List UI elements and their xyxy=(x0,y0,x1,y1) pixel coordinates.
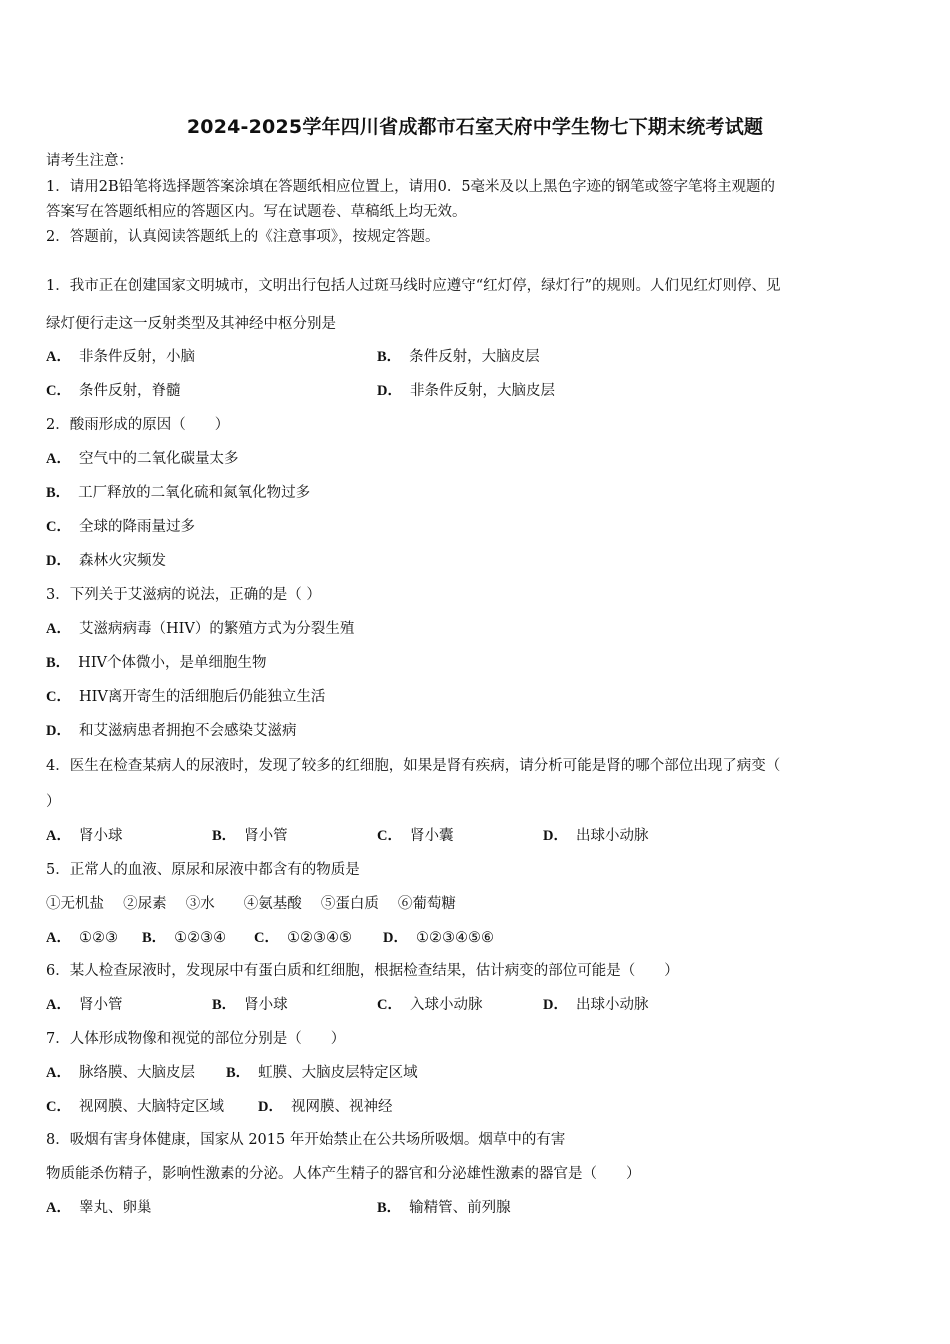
option-text: 出球小动脉 xyxy=(575,997,649,1013)
option-key: A． xyxy=(46,349,71,365)
option-text: 非条件反射，大脑皮层 xyxy=(409,383,555,399)
q7-option-d[interactable] xyxy=(258,1097,392,1117)
q1-option-a[interactable] xyxy=(46,347,195,367)
q3-option-b[interactable] xyxy=(46,653,267,673)
q5-option-b[interactable] xyxy=(142,928,226,948)
q8-stem-a: 8．吸烟有害身体健康，国家从 2015 年开始禁止在公共场所吸烟。烟草中的有害 xyxy=(46,1132,566,1148)
option-key: B． xyxy=(226,1065,251,1081)
page-title: 2024-2025学年四川省成都市石室天府中学生物七下期末统考试题 xyxy=(186,116,764,138)
option-text: 条件反射，脊髓 xyxy=(78,383,181,399)
notice-item-2: 2．答题前，认真阅读答题纸上的《注意事项》，按规定答题。 xyxy=(46,229,440,245)
q1-option-c[interactable] xyxy=(46,381,180,401)
option-key: C． xyxy=(46,383,71,399)
notice-item-1b: 答案写在答题纸相应的答题区内。写在试题卷、草稿纸上均无效。 xyxy=(46,204,467,220)
q7-option-c[interactable] xyxy=(46,1097,224,1117)
option-text: 工厂释放的二氧化硫和氮氧化物过多 xyxy=(78,485,311,501)
option-key: A． xyxy=(46,930,71,946)
q4-option-b[interactable] xyxy=(212,826,288,846)
q4-option-d[interactable] xyxy=(543,826,648,846)
option-text: 肾小球 xyxy=(78,828,123,844)
option-text: 空气中的二氧化碳量太多 xyxy=(78,451,239,467)
q6-option-b[interactable] xyxy=(212,995,288,1015)
option-text: ①②③④ xyxy=(174,930,227,946)
option-key: C． xyxy=(377,997,402,1013)
option-text: HIV离开寄生的活细胞后仍能独立生活 xyxy=(78,689,326,705)
option-text: ①②③④⑤ xyxy=(286,930,352,946)
q1-option-b[interactable] xyxy=(377,347,540,367)
option-text: 脉络膜、大脑皮层 xyxy=(78,1065,195,1081)
option-key: A． xyxy=(46,621,71,637)
q3-stem: 3．下列关于艾滋病的说法，正确的是（ ） xyxy=(46,587,321,603)
option-key: D． xyxy=(258,1099,283,1115)
option-text: 视网膜、大脑特定区域 xyxy=(78,1099,224,1115)
option-key: C． xyxy=(254,930,279,946)
option-key: D． xyxy=(46,553,71,569)
q3-option-d[interactable] xyxy=(46,721,296,741)
option-key: C． xyxy=(46,1099,71,1115)
q8-option-a[interactable] xyxy=(46,1198,151,1218)
q2-option-c[interactable] xyxy=(46,517,195,537)
option-key: B． xyxy=(46,655,71,671)
q7-option-a[interactable] xyxy=(46,1063,195,1083)
option-key: A． xyxy=(46,1200,71,1216)
q6-stem: 6．某人检查尿液时，发现尿中有蛋白质和红细胞，根据检查结果，估计病变的部位可能是（ ） xyxy=(46,963,679,979)
q6-option-d[interactable] xyxy=(543,995,648,1015)
option-key: D． xyxy=(46,723,71,739)
q8-option-b[interactable] xyxy=(377,1198,511,1218)
option-key: C． xyxy=(46,519,71,535)
option-text: 肾小管 xyxy=(244,828,288,844)
option-key: D． xyxy=(377,383,402,399)
option-key: D． xyxy=(383,930,408,946)
q5-option-d[interactable] xyxy=(383,928,494,948)
q5-option-a[interactable] xyxy=(46,928,118,948)
option-text: 全球的降雨量过多 xyxy=(78,519,195,535)
q5-items: ①无机盐 ②尿素 ③水 ④氨基酸 ⑤蛋白质 ⑥葡萄糖 xyxy=(46,896,456,912)
notice-heading: 请考生注意： xyxy=(46,153,133,169)
q4-option-a[interactable] xyxy=(46,826,122,846)
option-key: B． xyxy=(377,349,402,365)
option-text: 视网膜、视神经 xyxy=(290,1099,393,1115)
option-key: B． xyxy=(212,997,237,1013)
q1-option-d[interactable] xyxy=(377,381,555,401)
option-text: 条件反射，大脑皮层 xyxy=(409,349,540,365)
option-key: A． xyxy=(46,828,71,844)
q5-stem: 5．正常人的血液、原尿和尿液中都含有的物质是 xyxy=(46,862,360,878)
q1-stem-a: 1．我市正在创建国家文明城市，文明出行包括人过斑马线时应遵守“红灯停，绿灯行”的规则。人们见红灯则停、见 xyxy=(46,278,781,294)
q4-stem-a: 4．医生在检查某病人的尿液时，发现了较多的红细胞，如果是肾有疾病，请分析可能是肾的哪个部位出现了病变（ xyxy=(46,758,781,774)
option-key: A． xyxy=(46,451,71,467)
q6-option-a[interactable] xyxy=(46,995,122,1015)
option-text: 肾小管 xyxy=(78,997,123,1013)
option-key: D． xyxy=(543,828,568,844)
q3-option-c[interactable] xyxy=(46,687,325,707)
option-key: B． xyxy=(377,1200,402,1216)
option-text: ①②③④⑤⑥ xyxy=(415,930,494,946)
option-key: B． xyxy=(142,930,167,946)
q2-stem: 2．酸雨形成的原因（ ） xyxy=(46,417,230,433)
option-key: C． xyxy=(377,828,402,844)
option-text: 睾丸、卵巢 xyxy=(78,1200,152,1216)
q7-stem: 7．人体形成物像和视觉的部位分别是（ ） xyxy=(46,1031,346,1047)
option-key: A． xyxy=(46,997,71,1013)
q4-option-c[interactable] xyxy=(377,826,453,846)
option-key: B． xyxy=(46,485,71,501)
option-text: 入球小动脉 xyxy=(409,997,483,1013)
option-text: 输精管、前列腺 xyxy=(409,1200,511,1216)
q1-stem-b: 绿灯便行走这一反射类型及其神经中枢分别是 xyxy=(46,316,336,332)
q7-option-b[interactable] xyxy=(226,1063,418,1083)
option-text: 肾小囊 xyxy=(409,828,454,844)
option-text: 艾滋病病毒（HIV）的繁殖方式为分裂生殖 xyxy=(78,621,355,637)
q2-option-d[interactable] xyxy=(46,551,166,571)
option-text: 出球小动脉 xyxy=(575,828,649,844)
q3-option-a[interactable] xyxy=(46,619,354,639)
option-key: D． xyxy=(543,997,568,1013)
notice-item-1a: 1．请用2B铅笔将选择题答案涂填在答题纸相应位置上，请用0．5毫米及以上黑色字迹的钢笔或签字笔将主观题的 xyxy=(46,179,776,195)
option-text: 森林火灾频发 xyxy=(78,553,166,569)
q2-option-a[interactable] xyxy=(46,449,238,469)
option-text: 肾小球 xyxy=(244,997,288,1013)
option-key: C． xyxy=(46,689,71,705)
option-text: ①②③ xyxy=(78,930,118,946)
option-key: A． xyxy=(46,1065,71,1081)
q6-option-c[interactable] xyxy=(377,995,482,1015)
option-text: 虹膜、大脑皮层特定区域 xyxy=(258,1065,418,1081)
option-text: 非条件反射，小脑 xyxy=(78,349,195,365)
q5-option-c[interactable] xyxy=(254,928,352,948)
q2-option-b[interactable] xyxy=(46,483,310,503)
q8-stem-b: 物质能杀伤精子，影响性激素的分泌。人体产生精子的器官和分泌雄性激素的器官是（ ） xyxy=(46,1166,641,1182)
option-text: HIV个体微小，是单细胞生物 xyxy=(78,655,267,671)
q4-stem-b: ） xyxy=(46,794,61,810)
option-text: 和艾滋病患者拥抱不会感染艾滋病 xyxy=(78,723,297,739)
option-key: B． xyxy=(212,828,237,844)
